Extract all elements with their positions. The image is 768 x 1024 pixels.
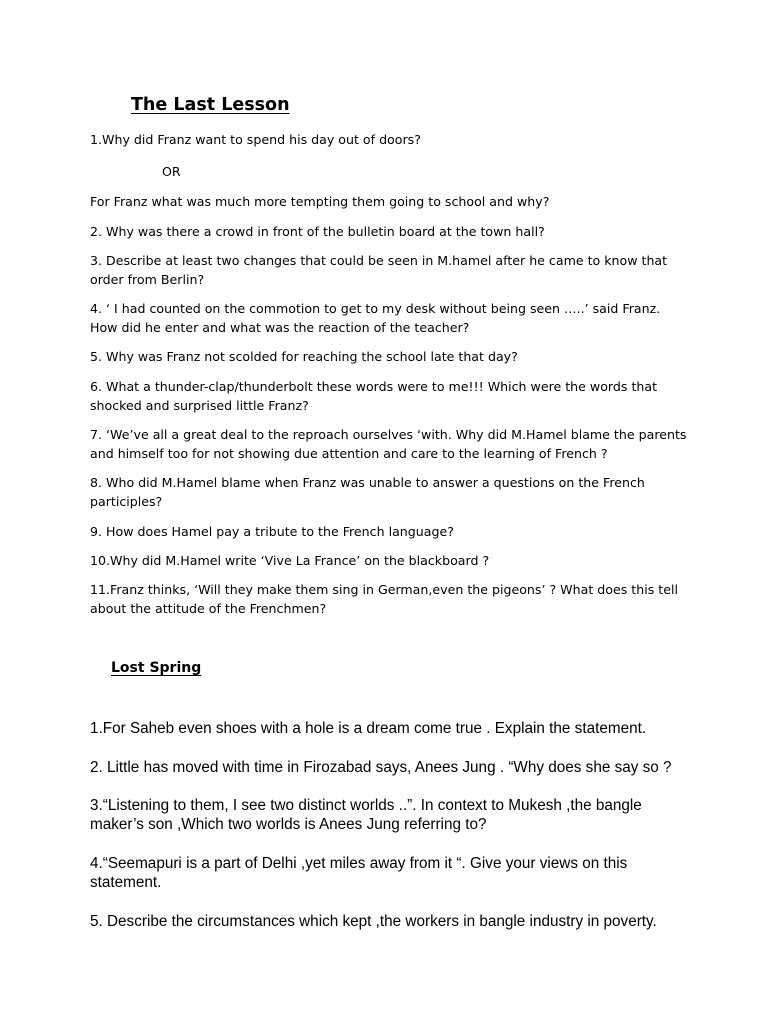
question-1-alt: For Franz what was much more tempting them going to school and why? <box>90 194 550 209</box>
section-title-last-lesson: The Last Lesson <box>131 95 290 115</box>
question-11: 11.Franz thinks, ‘Will they make them sing in German,even the pigeons’ ? What does this tell about the attitude of the Frenchmen? <box>90 582 678 616</box>
question-6: 6. What a thunder-clap/thunderbolt these words were to me!!! Which were the words that shocked and surprised little Franz? <box>90 379 658 413</box>
or-separator: OR <box>162 164 181 179</box>
question-2: 2. Why was there a crowd in front of the bulletin board at the town hall? <box>90 224 545 239</box>
question-5: 5. Why was Franz not scolded for reaching the school late that day? <box>90 349 518 364</box>
ls-question-1: 1.For Saheb even shoes with a hole is a dream come true . Explain the statement. <box>90 720 647 737</box>
question-7: 7. ‘We’ve all a great deal to the reproach ourselves ‘with. Why did M.Hamel blame the parents and himself too for not showing due attention and care to the learning of French ? <box>90 427 687 461</box>
question-9: 9. How does Hamel pay a tribute to the French language? <box>90 524 454 539</box>
question-8: 8. Who did M.Hamel blame when Franz was unable to answer a questions on the French participles? <box>90 475 645 509</box>
question-4: 4. ‘ I had counted on the commotion to get to my desk without being seen …..’ said Franz. How did he enter and what was the reaction of the teacher? <box>90 301 661 335</box>
ls-question-4: 4.“Seemapuri is a part of Delhi ,yet miles away from it “. Give your views on this statement. <box>90 855 628 891</box>
question-10: 10.Why did M.Hamel write ‘Vive La France’ on the blackboard ? <box>90 553 490 568</box>
section-title-lost-spring: Lost Spring <box>111 660 202 676</box>
question-3: 3. Describe at least two changes that could be seen in M.hamel after he came to know that order from Berlin? <box>90 253 668 287</box>
ls-question-2: 2. Little has moved with time in Firozabad says, Anees Jung . “Why does she say so ? <box>90 759 672 776</box>
question-1: 1.Why did Franz want to spend his day out of doors? <box>90 132 421 147</box>
ls-question-5: 5. Describe the circumstances which kept ,the workers in bangle industry in poverty. <box>90 913 657 930</box>
ls-question-3: 3.“Listening to them, I see two distinct worlds ..”. In context to Mukesh ,the bangle maker’s son ,Which two worlds is Anees Jung referring to? <box>90 797 642 833</box>
